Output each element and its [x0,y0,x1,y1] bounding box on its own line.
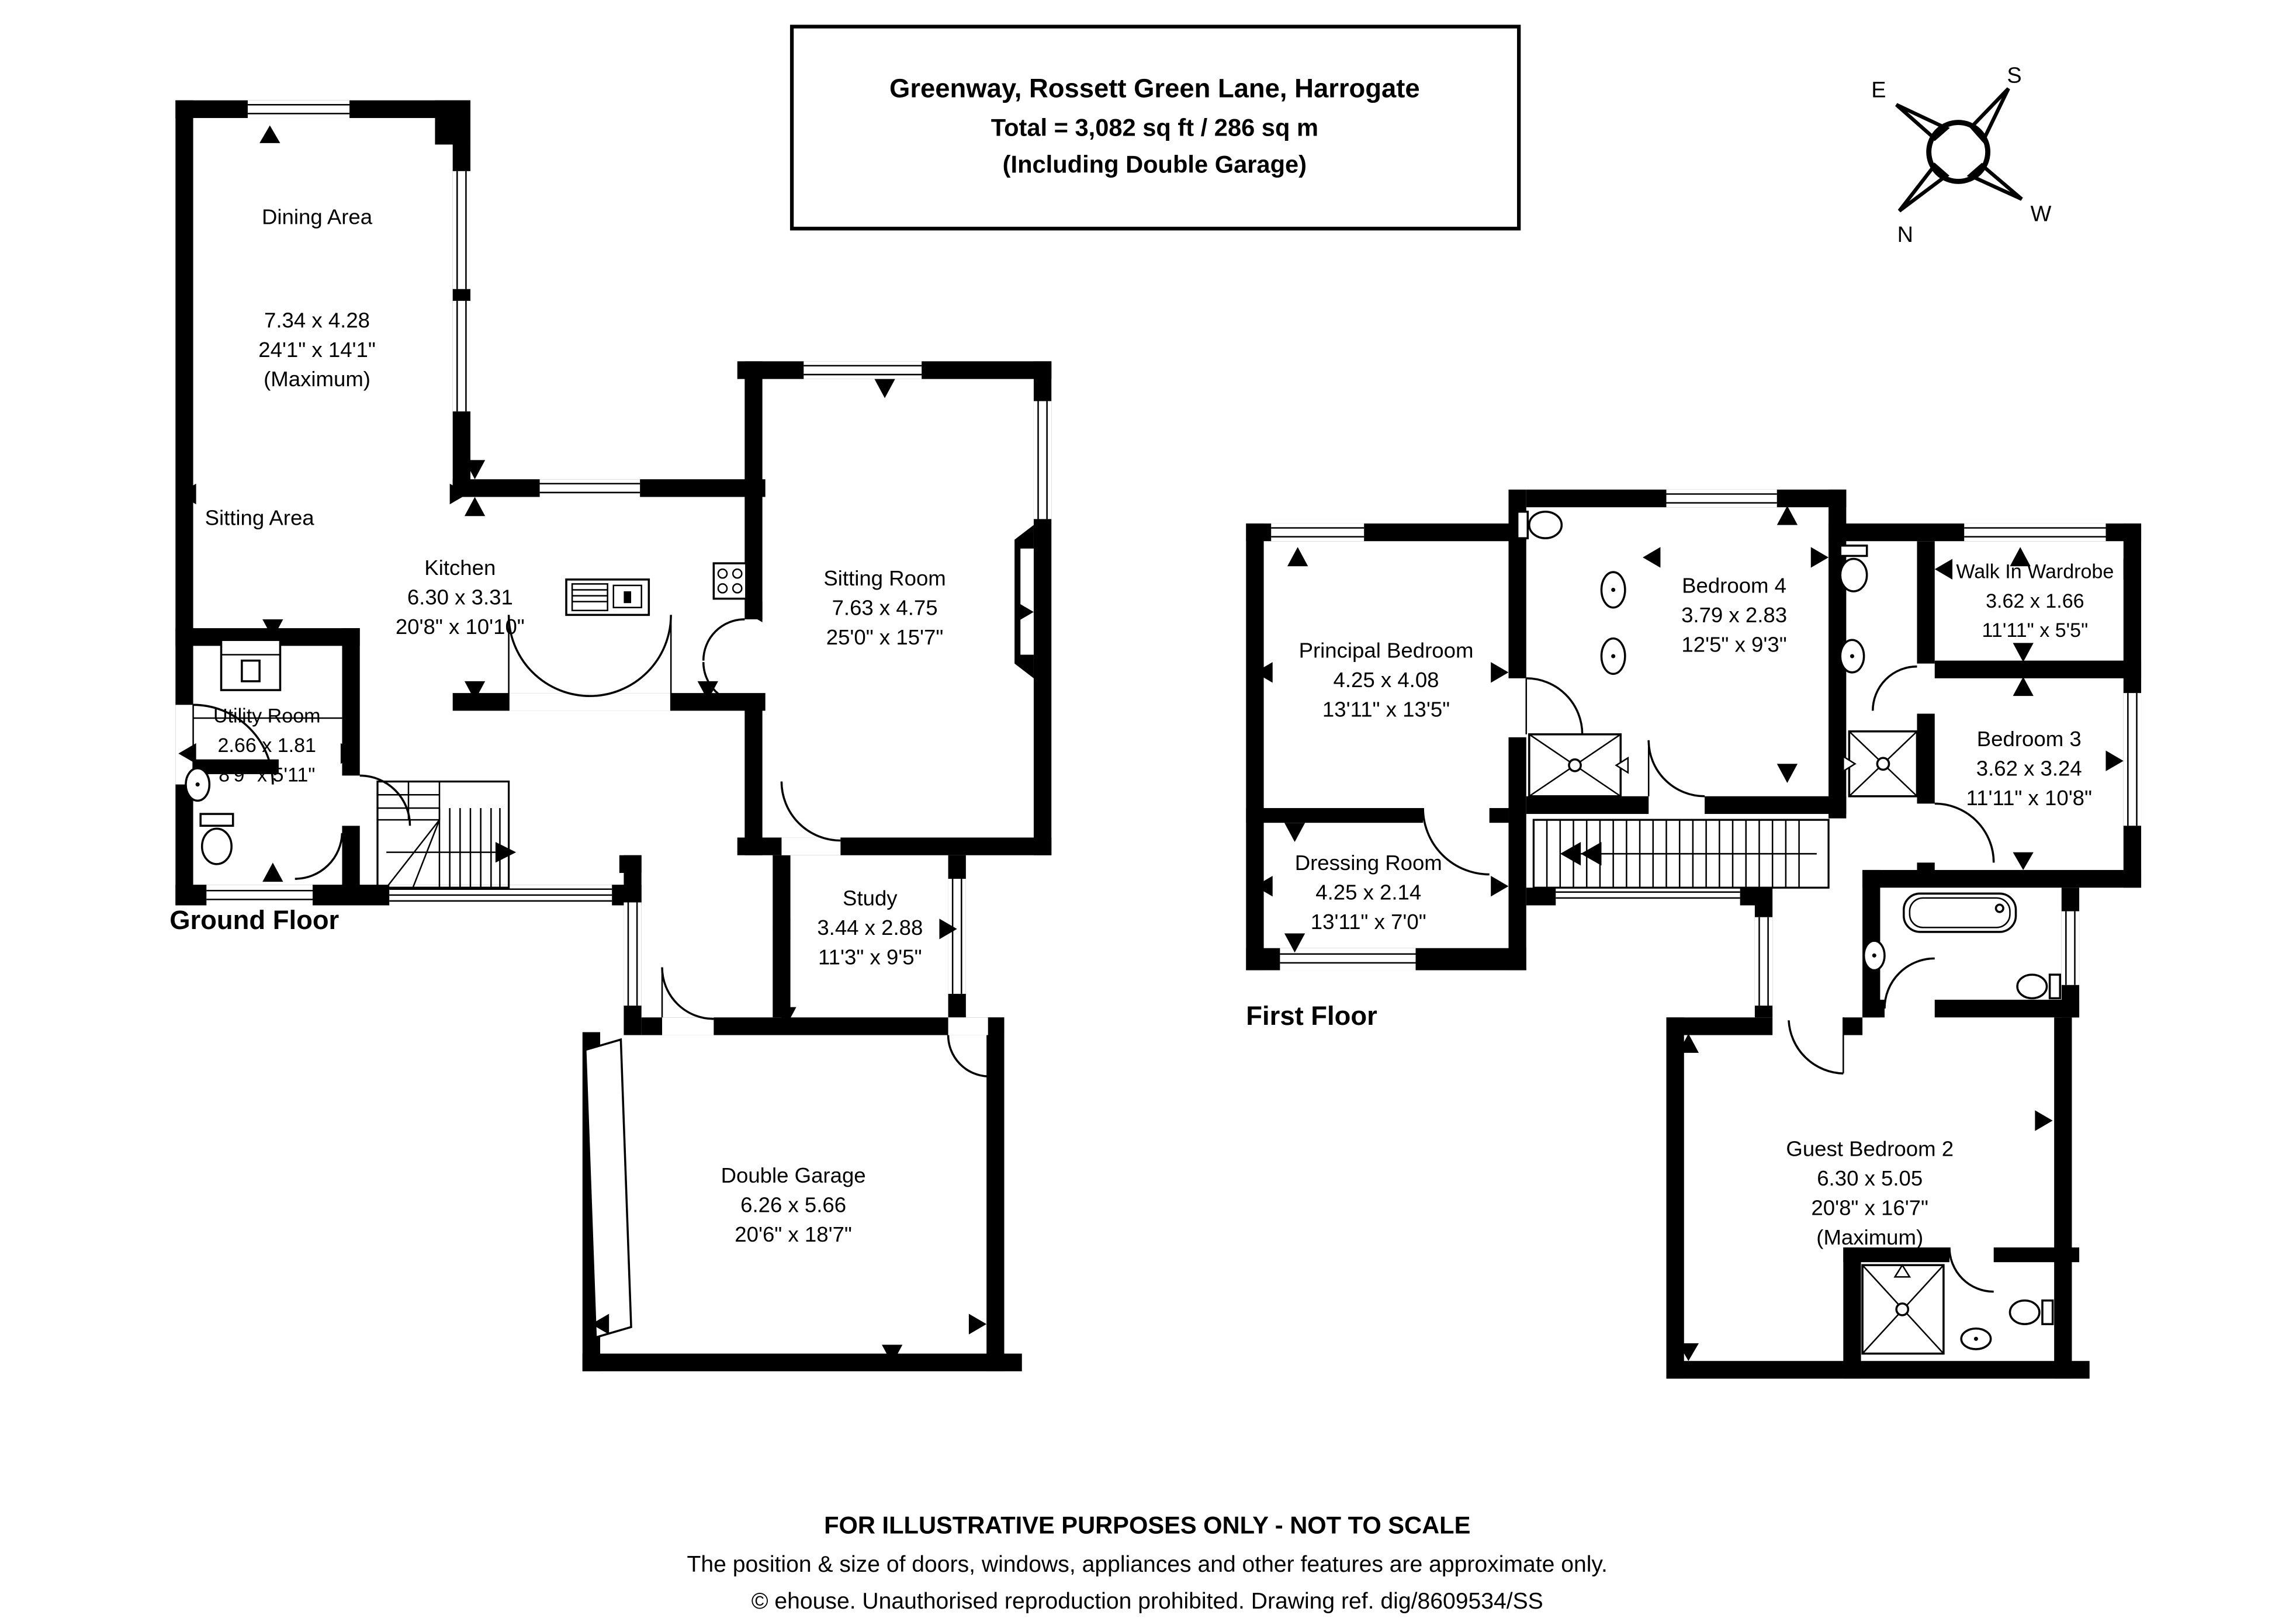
dimension-marker [2013,852,2033,870]
room-dims-imperial: 11'11" x 10'8" [1966,785,2093,810]
sink-icon [1601,639,1625,674]
window [206,885,313,905]
compass-label-s: S [2007,63,2022,88]
door [662,967,714,1035]
room-dims-imperial: 11'3" x 9'5" [818,945,922,969]
room-dims-note: (Maximum) [1816,1225,1924,1249]
dimension-marker [259,126,280,143]
dimension-marker [1287,547,1308,566]
room-walk-in-wardrobe [1956,560,2114,642]
room-name: Bedroom 4 [1682,573,1787,598]
dimension-marker [1935,559,1952,579]
shower-icon [1843,732,1917,796]
room-bedroom-4 [1681,574,1787,657]
dimension-marker [2013,677,2033,696]
room-dims-metric: 4.25 x 4.08 [1333,668,1439,692]
room-dims-imperial: 8'9" x 5'11" [219,764,316,786]
room-bedroom-3 [1966,727,2092,810]
window [1280,948,1415,971]
room-sitting-area [205,505,315,529]
room-name: Kitchen [424,556,496,580]
room-dims-metric: 3.44 x 2.88 [817,915,923,940]
staircase-icon [378,782,516,888]
first-floor-plan [1246,490,2141,1379]
sink-icon [1601,572,1625,608]
room-dims-imperial: 11'11" x 5'5" [1982,619,2089,642]
room-dims-metric: 6.26 x 5.66 [740,1193,847,1217]
window [1271,524,1364,541]
toilet-icon [2017,975,2060,998]
room-name: Dining Area [261,205,373,229]
room-dims-note: (Maximum) [264,367,370,391]
sink-icon [186,768,209,801]
dimension-marker [1643,547,1660,567]
door [1949,1247,1994,1292]
toilet-icon [1518,512,1562,538]
dimension-marker [1777,764,1798,783]
compass-label-w: W [2030,202,2052,227]
dimension-marker [1491,662,1508,682]
room-name: Walk In Wardrobe [1956,560,2114,583]
dimension-marker [2013,643,2033,662]
window [1556,888,1740,905]
room-dims-imperial: 20'6" x 18'7" [735,1222,852,1246]
room-dims-metric: 3.62 x 1.66 [1986,590,2084,612]
door [1649,740,1705,796]
sink-icon [1840,640,1864,673]
window [1034,401,1051,519]
window [2124,693,2141,826]
room-dims-imperial: 13'11" x 7'0" [1310,909,1426,934]
kitchen-sink-icon [566,580,649,615]
door [1885,958,1935,1008]
room-study [817,886,923,969]
door [1526,678,1582,734]
window [453,171,470,289]
room-principal-bedroom [1299,639,1474,722]
washing-machine-icon [221,640,280,690]
compass-label-e: E [1871,78,1886,103]
compass-spike-s [1972,89,2008,140]
toilet-icon [200,814,233,864]
footer-disclaimer: FOR ILLUSTRATIVE PURPOSES ONLY - NOT TO SCALE [824,1511,1471,1539]
room-dims-imperial: 12'5" x 9'3" [1681,632,1787,657]
shower-icon [1862,1265,1944,1353]
room-guest-bedroom-2 [1786,1136,1954,1249]
room-utility [213,705,321,786]
door [509,615,671,711]
room-dims-metric: 3.79 x 2.83 [1681,602,1788,627]
room-dining-area [258,205,376,391]
dimension-marker [1777,506,1798,525]
door [1873,667,1917,711]
window [1755,917,1772,1006]
title-box [792,27,1519,229]
room-dims-imperial: 13'11" x 13'5" [1322,697,1450,722]
room-name: Dressing Room [1294,850,1442,875]
dimension-marker [465,497,485,517]
room-dims-metric: 2.66 x 1.81 [217,734,316,757]
window [1964,524,2105,541]
sink-icon [1864,941,1885,970]
dimension-marker [1491,876,1508,896]
door [295,833,342,879]
room-dims-imperial: 24'1" x 14'1" [258,337,376,362]
room-dims-metric: 3.62 x 3.24 [1976,756,2082,781]
room-dims-metric: 7.63 x 4.75 [832,595,938,620]
staircase-icon [1533,820,1829,888]
room-dims-imperial: 20'8" x 10'10" [395,615,525,639]
fireplace-icon [1014,525,1034,678]
door [342,775,410,826]
title-note: (Including Double Garage) [1002,150,1307,178]
door [781,782,840,855]
compass-icon [1871,63,2051,247]
dimension-marker [1811,547,1829,567]
footer-copyright: © ehouse. Unauthorised reproduction prohibited. Drawing ref. dig/8609534/SS [751,1589,1543,1614]
room-name: Sitting Room [823,566,946,590]
room-dressing-room [1295,851,1442,934]
shower-icon [1529,734,1628,796]
room-dims-imperial: 20'8" x 16'7" [1811,1195,1929,1220]
room-sitting-room [823,566,946,649]
footer-approximation-note: The position & size of doors, windows, appliances and other features are approximate only. [687,1552,1608,1578]
room-name: Principal Bedroom [1298,638,1474,663]
ground-floor-plan [169,100,1051,1371]
window [1666,490,1776,507]
dimension-marker [2035,1110,2052,1131]
compass-label-n: N [1897,222,1913,247]
room-dims-metric: 6.30 x 3.31 [407,585,513,609]
dimension-marker [874,379,895,398]
title-address: Greenway, Rossett Green Lane, Harrogate [889,73,1420,103]
room-name: Guest Bedroom 2 [1786,1136,1954,1161]
dimension-marker [2105,751,2123,771]
room-dims-imperial: 25'0" x 15'7" [826,625,944,649]
room-double-garage [721,1163,866,1246]
window [248,100,349,118]
hob-icon [714,563,746,599]
ground-floor-label: Ground Floor [169,904,340,935]
toilet-icon [2010,1301,2052,1324]
door [948,1017,988,1076]
door [1789,1017,1843,1073]
room-dims-metric: 4.25 x 2.14 [1315,880,1422,904]
window [453,301,470,411]
window [2062,911,2079,985]
room-kitchen [396,556,525,639]
door [1935,803,1994,862]
footer [687,1511,1608,1614]
dimension-marker [262,862,283,882]
room-name: Study [843,886,898,910]
window [804,361,922,379]
window [624,902,641,1006]
first-floor-label: First Floor [1246,1000,1377,1031]
room-name: Utility Room [213,705,321,727]
room-name: Double Garage [721,1163,866,1187]
room-name: Sitting Area [205,505,314,530]
dimension-marker [969,1313,986,1334]
window [948,879,966,994]
title-total-area: Total = 3,082 sq ft / 286 sq m [991,113,1318,141]
window [540,479,640,497]
room-dims-metric: 6.30 x 5.05 [1817,1166,1923,1190]
toilet-icon [1840,546,1866,591]
room-name: Bedroom 3 [1976,726,2082,751]
compass-spike-e [1896,105,1947,138]
dimension-marker [1284,823,1305,842]
room-dims-metric: 7.34 x 4.28 [264,308,370,332]
compass-spike-w [1970,165,2021,199]
sink-icon [1961,1329,1990,1349]
compass-circle [1929,123,1988,182]
bathtub-icon [1904,893,2016,932]
